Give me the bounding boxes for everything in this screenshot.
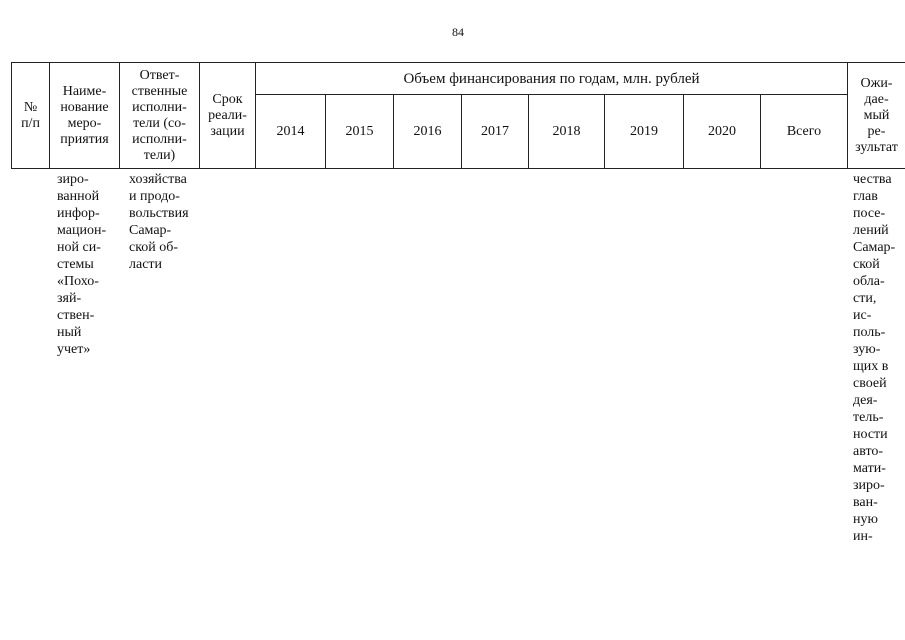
header-financing-title: Объем финансирования по годам, млн. рублей [403, 70, 700, 87]
header-total: Всего [786, 123, 822, 139]
header-col-result: Ожи- дае- мый ре- зультат [855, 75, 898, 155]
row-name-text: зиро- ванной инфор- мацион- ной си- стемы «Похо- зяй- ствен- ный учет» [57, 172, 107, 357]
row-result-text: чества глав посе- лений Самар- ской обла- сти, ис- поль- зую- щих в своей дея- тель- ности авто- мати- зиро- ван- ную ин- [853, 172, 896, 544]
page-number: 84 [452, 25, 464, 39]
header-col-name: Наиме- нование меро- приятия [60, 83, 109, 147]
row-executors-text: хозяйства и продо- вольствия Самар- ской об- ласти [129, 172, 189, 272]
header-year-2020: 2020 [708, 123, 736, 139]
table-header-bottom-border [11, 168, 905, 169]
header-year-2016: 2016 [413, 123, 442, 139]
header-col-number: № п/п [21, 99, 40, 131]
header-col-term: Срок реали- зации [208, 91, 247, 139]
header-year-2015: 2015 [345, 123, 374, 139]
header-col-executors: Ответ- ственные исполни- тели (со- исполни- тели) [131, 67, 188, 163]
header-year-2019: 2019 [630, 123, 658, 139]
header-year-2017: 2017 [481, 123, 509, 139]
header-year-2014: 2014 [276, 123, 305, 139]
header-year-2018: 2018 [552, 123, 581, 139]
